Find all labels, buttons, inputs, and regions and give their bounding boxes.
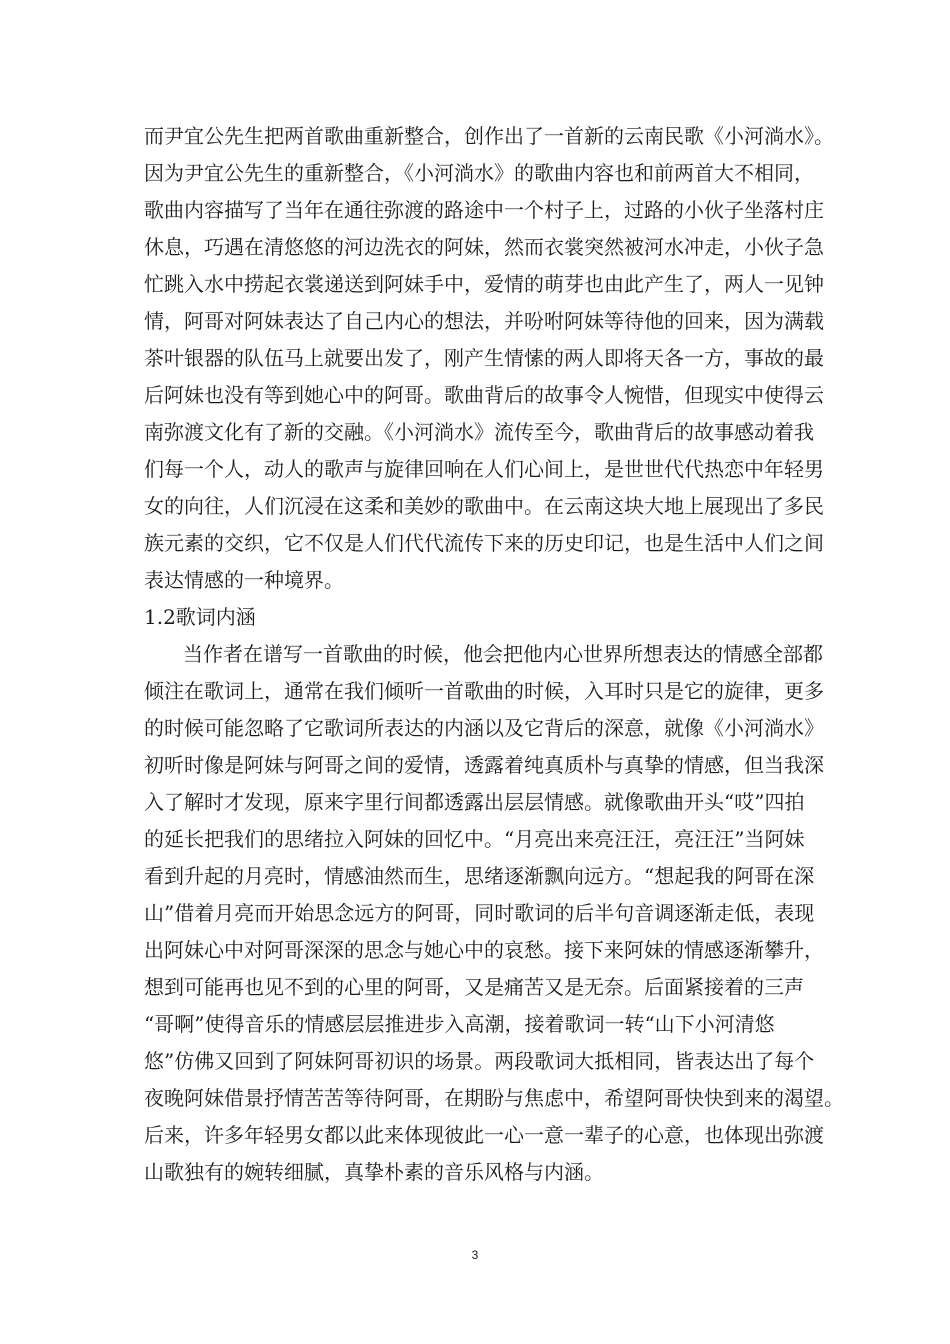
paragraph-1-line-9: 南弥渡文化有了新的交融。《小河淌水》流传至今，歌曲背后的故事感动着我 xyxy=(144,420,814,444)
paragraph-1-line-10: 们每一个人，动人的歌声与旋律回响在人们心间上，是世世代代热恋中年轻男 xyxy=(144,457,824,481)
paragraph-2-line-9: 出阿妹心中对阿哥深深的思念与她心中的哀愁。接下来阿妹的情感逐渐攀升， xyxy=(144,938,824,962)
paragraph-1-line-6: 情，阿哥对阿妹表达了自己内心的想法，并吩咐阿妹等待他的回来，因为满载 xyxy=(144,309,824,333)
paragraph-2-line-10: 想到可能再也见不到的心里的阿哥，又是痛苦又是无奈。后面紧接着的三声 xyxy=(144,975,804,999)
page-number: 3 xyxy=(471,1248,479,1262)
paragraph-2-line-11: “哥啊”使得音乐的情感层层推进步入高潮，接着歌词一转“山下小河清悠 xyxy=(144,1012,775,1036)
paragraph-2-line-5: 入了解时才发现，原来字里行间都透露出层层情感。就像歌曲开头“哎”四拍 xyxy=(144,790,805,814)
paragraph-1-line-7: 茶叶银器的队伍马上就要出发了，刚产生情愫的两人即将天各一方，事故的最 xyxy=(144,346,824,370)
paragraph-1-line-1: 而尹宜公先生把两首歌曲重新整合，创作出了一首新的云南民歌《小河淌水》。 xyxy=(144,124,834,148)
paragraph-1-line-5: 忙跳入水中捞起衣裳递送到阿妹手中，爱情的萌芽也由此产生了，两人一见钟 xyxy=(144,272,824,296)
paragraph-1-line-3: 歌曲内容描写了当年在通往弥渡的路途中一个村子上，过路的小伙子坐落村庄 xyxy=(144,198,824,222)
paragraph-1-line-2: 因为尹宜公先生的重新整合，《小河淌水》的歌曲内容也和前两首大不相同， xyxy=(144,161,814,185)
paragraph-2-line-3: 的时候可能忽略了它歌词所表达的内涵以及它背后的深意，就像《小河淌水》 xyxy=(144,716,824,740)
paragraph-1-line-12: 族元素的交织，它不仅是人们代代流传下来的历史印记，也是生活中人们之间 xyxy=(144,531,824,555)
paragraph-2-line-12: 悠”仿佛又回到了阿妹阿哥初识的场景。两段歌词大抵相同，皆表达出了每个 xyxy=(144,1049,815,1073)
paragraph-1-line-11: 女的向往，人们沉浸在这柔和美妙的歌曲中。在云南这块大地上展现出了多民 xyxy=(144,494,824,518)
paragraph-2-line-8: 山”借着月亮而开始思念远方的阿哥，同时歌词的后半句音调逐渐走低，表现 xyxy=(144,901,815,925)
paragraph-2-line-1: 当作者在谱写一首歌曲的时候，他会把他内心世界所想表达的情感全部都 xyxy=(183,642,823,666)
paragraph-1-line-13: 表达情感的一种境界。 xyxy=(144,568,344,592)
paragraph-2-line-4: 初听时像是阿妹与阿哥之间的爱情，透露着纯真质朴与真挚的情感，但当我深 xyxy=(144,753,824,777)
paragraph-2-line-2: 倾注在歌词上，通常在我们倾听一首歌曲的时候，入耳时只是它的旋律，更多 xyxy=(144,679,824,703)
section-heading: 1.2歌词内涵 xyxy=(144,605,256,629)
paragraph-2-line-15: 山歌独有的婉转细腻，真挚朴素的音乐风格与内涵。 xyxy=(144,1160,604,1184)
paragraph-1-line-4: 休息，巧遇在清悠悠的河边洗衣的阿妹，然而衣裳突然被河水冲走，小伙子急 xyxy=(144,235,824,259)
paragraph-2-line-14: 后来，许多年轻男女都以此来体现彼此一心一意一辈子的心意，也体现出弥渡 xyxy=(144,1123,824,1147)
paragraph-2-line-7: 看到升起的月亮时，情感油然而生，思绪逐渐飘向远方。“想起我的阿哥在深 xyxy=(144,864,815,888)
paragraph-1-line-8: 后阿妹也没有等到她心中的阿哥。歌曲背后的故事令人惋惜，但现实中使得云 xyxy=(144,383,824,407)
paragraph-2-line-13: 夜晚阿妹借景抒情苦苦等待阿哥，在期盼与焦虑中，希望阿哥快快到来的渴望。 xyxy=(144,1086,844,1110)
paragraph-2-line-6: 的延长把我们的思绪拉入阿妹的回忆中。“月亮出来亮汪汪，亮汪汪”当阿妹 xyxy=(144,827,805,851)
